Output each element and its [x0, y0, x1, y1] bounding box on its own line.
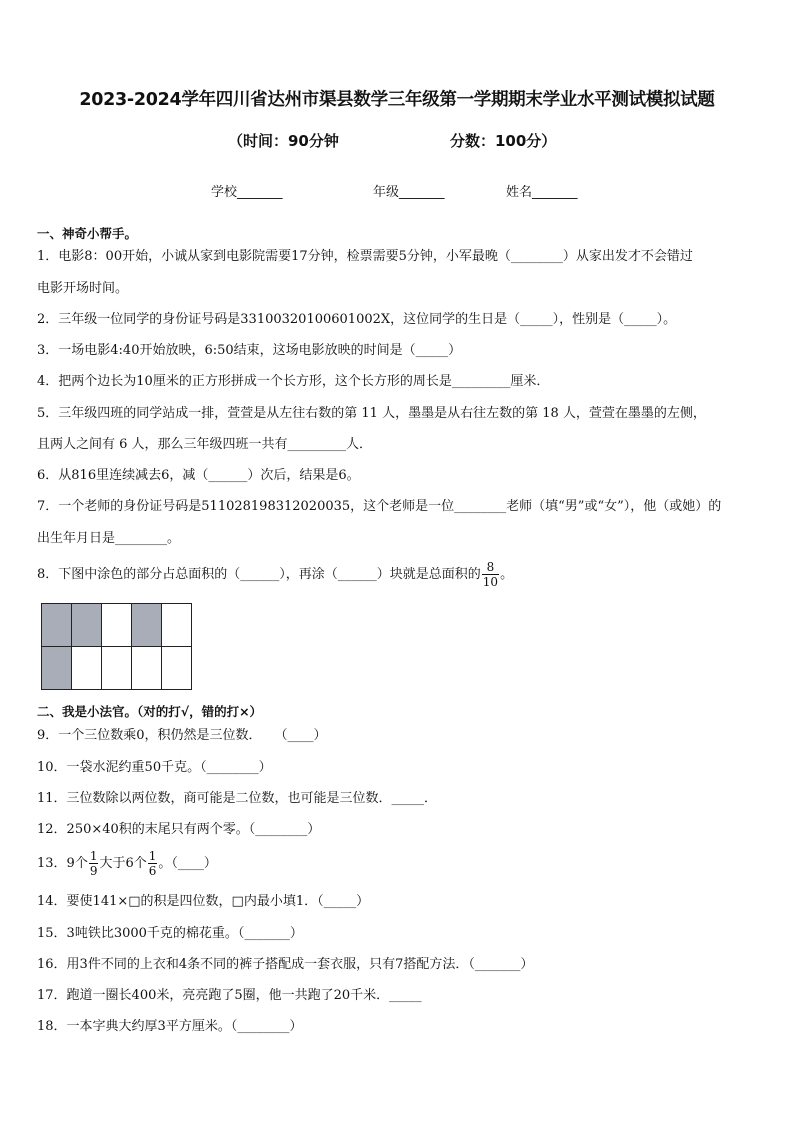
question-14: 14．要使141×□的积是四位数，□内最小填1．（_____） [37, 894, 370, 909]
question-13-part-2: 大于6个 [99, 856, 147, 871]
question-8-end: 。 [500, 567, 514, 582]
section-2-heading: 二、我是小法官。（对的打√，错的打×） [37, 704, 263, 719]
question-10: 10．一袋水泥约重50千克。（________） [37, 760, 272, 775]
shaded-cell [132, 604, 162, 647]
question-18: 18．一本字典大约厚3平方厘米。（________） [37, 1019, 303, 1034]
fraction-denominator: 10 [482, 575, 499, 589]
question-7-line-1: 7．一个老师的身份证号码是511028198312020035，这个老师是一位________老师（填“男”或“女”），他（或她）的 [37, 499, 722, 514]
name-field[interactable]: 姓名_______ [506, 185, 578, 200]
fraction-one-sixth [148, 849, 158, 878]
exam-score: 分数：100分） [450, 132, 557, 150]
question-5-line-1: 5．三年级四班的同学站成一排，萱萱是从左往右数的第 11 人，墨墨是从右往左数的第 18 人，萱萱在墨墨的左侧， [37, 406, 706, 421]
question-13-part-1: 13．9个 [37, 856, 88, 871]
blank-cell [132, 647, 162, 690]
fraction-eight-tenths [482, 560, 499, 589]
question-12: 12．250×40积的末尾只有两个零。（________） [37, 822, 321, 837]
question-13-part-3: 。（____） [158, 856, 217, 871]
question-13 [37, 849, 217, 878]
blank-cell [162, 647, 192, 690]
fraction-one-ninth [89, 849, 99, 878]
question-17: 17．跑道一圈长400米，亮亮跑了5圈，他一共跑了20千米．_____ [37, 988, 422, 1003]
grid-row [42, 647, 192, 690]
question-6: 6．从816里连续减去6，减（______）次后，结果是6。 [37, 468, 360, 483]
shaded-cell [72, 604, 102, 647]
question-5-line-2: 且两人之间有 6 人，那么三年级四班一共有_________人． [37, 437, 373, 452]
shaded-cell [42, 647, 72, 690]
question-8 [37, 560, 513, 589]
grade-field[interactable]: 年级_______ [373, 185, 445, 200]
question-7-line-2: 出生年月日是________。 [37, 531, 181, 546]
question-15: 15．3吨铁比3000千克的棉花重。（_______） [37, 926, 303, 941]
question-1-line-1: 1．电影8：00开始，小诚从家到电影院需要17分钟，检票需要5分钟，小军最晚（________）从家出发才不会错过 [37, 249, 693, 264]
shading-grid [41, 603, 192, 690]
fraction-denominator: 6 [148, 864, 157, 878]
school-field[interactable]: 学校_______ [211, 185, 283, 200]
fraction-numerator: 8 [482, 560, 499, 575]
section-1-heading: 一、神奇小帮手。 [37, 226, 138, 241]
blank-cell [102, 604, 132, 647]
question-16: 16．用3件不同的上衣和4条不同的裤子搭配成一套衣服，只有7搭配方法．（_______） [37, 957, 534, 972]
fraction-denominator: 9 [89, 864, 98, 878]
question-8-text: 8．下图中涂色的部分占总面积的（______），再涂（______）块就是总面积的 [37, 567, 481, 582]
grid-row [42, 604, 192, 647]
blank-cell [162, 604, 192, 647]
question-11: 11．三位数除以两位数，商可能是二位数，也可能是三位数．_____． [37, 791, 438, 806]
question-4: 4．把两个边长为10厘米的正方形拼成一个长方形，这个长方形的周长是_________厘米． [37, 374, 550, 389]
fraction-numerator: 1 [89, 849, 98, 863]
question-9: 9．一个三位数乘0，积仍然是三位数． （____） [37, 728, 327, 743]
shaded-cell [42, 604, 72, 647]
exam-time: （时间：90分钟 [228, 132, 339, 150]
fraction-numerator: 1 [148, 849, 157, 863]
blank-cell [102, 647, 132, 690]
question-1-line-2: 电影开场时间。 [37, 281, 129, 296]
question-3: 3．一场电影4:40开始放映，6:50结束，这场电影放映的时间是（_____） [37, 343, 462, 358]
blank-cell [72, 647, 102, 690]
page-title: 2023-2024学年四川省达州市渠县数学三年级第一学期期末学业水平测试模拟试题 [79, 90, 715, 110]
question-2: 2．三年级一位同学的身份证号码是33100320100601002X，这位同学的生日是（_____），性别是（_____）。 [37, 312, 677, 327]
